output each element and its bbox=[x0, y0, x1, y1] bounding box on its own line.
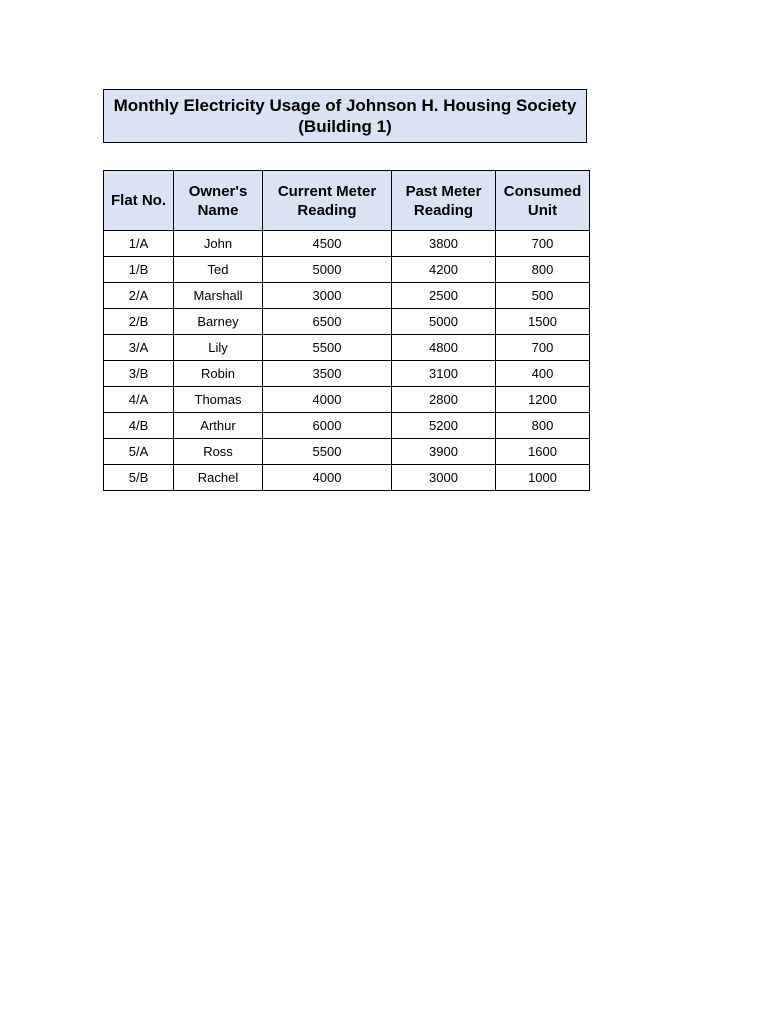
sheet-title-line-1: Monthly Electricity Usage of Johnson H. Housing Society bbox=[113, 96, 577, 115]
header-text-line: Reading bbox=[297, 201, 357, 219]
sheet-title-line-2: (Building 1) bbox=[298, 117, 392, 136]
current-reading-cell: 5000 bbox=[263, 257, 392, 283]
table-row bbox=[104, 257, 590, 283]
current-reading-cell: 5500 bbox=[263, 335, 392, 361]
consumed-unit-cell: 1200 bbox=[496, 387, 590, 413]
past-reading-cell: 2500 bbox=[392, 283, 496, 309]
past-reading-cell: 4800 bbox=[392, 335, 496, 361]
current-reading-cell: 6000 bbox=[263, 413, 392, 439]
flat-no-header bbox=[104, 171, 174, 231]
past-reading-cell: 2800 bbox=[392, 387, 496, 413]
flat-no-cell: 2/A bbox=[104, 283, 174, 309]
table-row bbox=[104, 335, 590, 361]
flat-no-cell: 5/B bbox=[104, 465, 174, 491]
sheet-title bbox=[114, 95, 577, 137]
past-reading-cell: 5200 bbox=[392, 413, 496, 439]
owner-name-cell: Thomas bbox=[174, 387, 263, 413]
past-reading-cell: 4200 bbox=[392, 257, 496, 283]
current-reading-cell: 6500 bbox=[263, 309, 392, 335]
table-row bbox=[104, 413, 590, 439]
consumed-unit-cell: 800 bbox=[496, 413, 590, 439]
past-meter-reading-header bbox=[392, 171, 496, 231]
flat-no-cell: 2/B bbox=[104, 309, 174, 335]
past-reading-cell: 3000 bbox=[392, 465, 496, 491]
current-reading-cell: 4000 bbox=[263, 465, 392, 491]
owner-name-cell: Barney bbox=[174, 309, 263, 335]
table-row bbox=[104, 387, 590, 413]
past-reading-cell: 3800 bbox=[392, 231, 496, 257]
owner-name-cell: John bbox=[174, 231, 263, 257]
header-text-line: Reading bbox=[413, 201, 474, 219]
owner-name-cell: Rachel bbox=[174, 465, 263, 491]
current-reading-cell: 3000 bbox=[263, 283, 392, 309]
table-body bbox=[104, 231, 590, 491]
past-reading-cell: 5000 bbox=[392, 309, 496, 335]
current-reading-cell: 5500 bbox=[263, 439, 392, 465]
consumed-unit-header bbox=[496, 171, 590, 231]
owner-name-cell: Arthur bbox=[174, 413, 263, 439]
owner-name-cell: Lily bbox=[174, 335, 263, 361]
table-row bbox=[104, 361, 590, 387]
table-row bbox=[104, 309, 590, 335]
owner-name-header bbox=[174, 171, 263, 231]
header-text-line: Flat No. bbox=[111, 192, 166, 209]
table-row bbox=[104, 231, 590, 257]
flat-no-cell: 1/A bbox=[104, 231, 174, 257]
header-text-line: Past Meter bbox=[405, 182, 482, 200]
consumed-unit-cell: 700 bbox=[496, 335, 590, 361]
flat-no-cell: 4/B bbox=[104, 413, 174, 439]
past-reading-cell: 3900 bbox=[392, 439, 496, 465]
owner-name-cell: Ross bbox=[174, 439, 263, 465]
consumed-unit-cell: 500 bbox=[496, 283, 590, 309]
consumed-unit-cell: 1500 bbox=[496, 309, 590, 335]
current-reading-cell: 4000 bbox=[263, 387, 392, 413]
header-text-line: Current Meter bbox=[277, 182, 377, 200]
flat-no-cell: 3/A bbox=[104, 335, 174, 361]
table-row bbox=[104, 283, 590, 309]
header-text-line: Name bbox=[197, 201, 239, 219]
past-reading-cell: 3100 bbox=[392, 361, 496, 387]
current-reading-cell: 4500 bbox=[263, 231, 392, 257]
flat-no-cell: 5/A bbox=[104, 439, 174, 465]
table-header-row bbox=[104, 171, 590, 231]
header-text-line: Consumed bbox=[503, 182, 582, 200]
owner-name-cell: Ted bbox=[174, 257, 263, 283]
table-row bbox=[104, 439, 590, 465]
table-row bbox=[104, 465, 590, 491]
current-meter-reading-header bbox=[263, 171, 392, 231]
consumed-unit-cell: 1600 bbox=[496, 439, 590, 465]
owner-name-cell: Robin bbox=[174, 361, 263, 387]
header-text-line: Unit bbox=[527, 201, 558, 219]
sheet-title-box bbox=[103, 89, 587, 143]
consumed-unit-cell: 400 bbox=[496, 361, 590, 387]
consumed-unit-cell: 700 bbox=[496, 231, 590, 257]
owner-name-cell: Marshall bbox=[174, 283, 263, 309]
flat-no-cell: 3/B bbox=[104, 361, 174, 387]
consumed-unit-cell: 800 bbox=[496, 257, 590, 283]
flat-no-cell: 1/B bbox=[104, 257, 174, 283]
current-reading-cell: 3500 bbox=[263, 361, 392, 387]
electricity-usage-table bbox=[103, 170, 590, 491]
flat-no-cell: 4/A bbox=[104, 387, 174, 413]
consumed-unit-cell: 1000 bbox=[496, 465, 590, 491]
header-text-line: Owner's bbox=[188, 182, 248, 200]
